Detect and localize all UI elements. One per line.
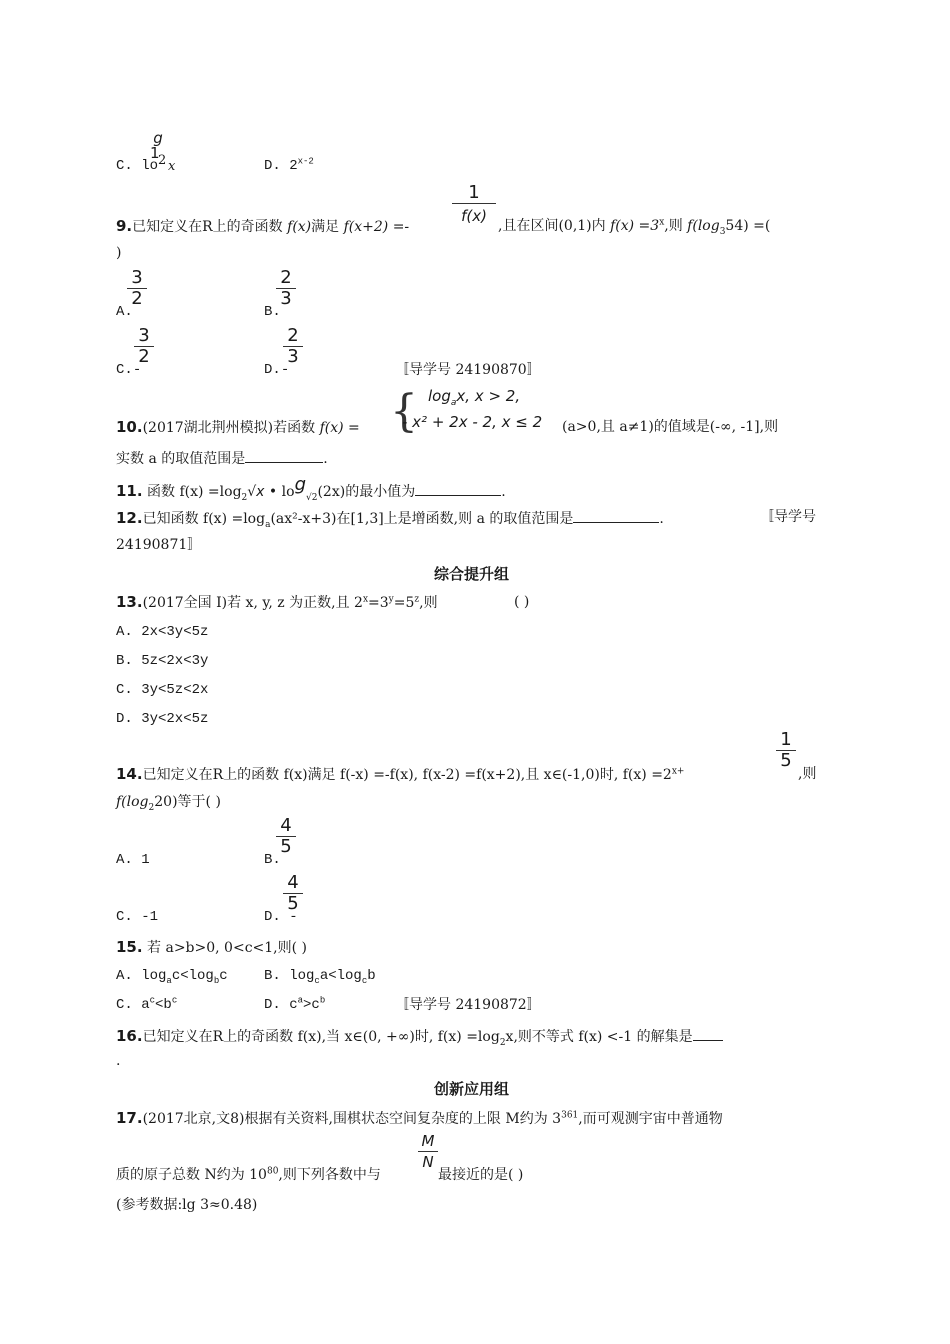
q9-opt-c-frac: 3 2 bbox=[134, 326, 154, 367]
q14-opt-d-frac: 4 5 bbox=[283, 873, 303, 914]
q14-option-a[interactable]: A. 1 bbox=[116, 852, 150, 868]
q9-line1: 9.已知定义在R上的奇函数 f(x)满足 f(x+2) =- bbox=[116, 217, 410, 235]
q10-brace: { bbox=[390, 386, 418, 437]
q14-option-c[interactable]: C. -1 bbox=[116, 909, 159, 925]
q9-line1-rest: ,且在区间(0,1)内 $f(x) =3^x$,则 $f(\log_354)$ =( bbox=[498, 217, 771, 237]
q9-reference: 〚导学号 24190870〛 bbox=[395, 362, 541, 378]
q9-opt-b-frac: 2 3 bbox=[276, 268, 296, 309]
q10-line2: 实数 a 的取值范围是 . bbox=[116, 448, 328, 468]
q13-option-a[interactable]: A. 2x<3y<5z bbox=[116, 624, 209, 640]
q17-fraction: M N bbox=[418, 1131, 438, 1172]
q14-line2: $f(\log_220)$等于( ) bbox=[116, 794, 221, 813]
q16-line: 16.已知定义在R上的奇函数 f(x),当 x∈(0, +∞)时, $f(x) =\log_2x$,则不等式 f(x) <-1 的解集是 bbox=[116, 1026, 723, 1046]
q9-opt-a-frac: 3 2 bbox=[127, 268, 147, 309]
q17-line1: 17.(2017北京,文8)根据有关资料,围棋状态空间复杂度的上限 M约为 $3^{361}$,而可观测宇宙中普通物 bbox=[116, 1109, 723, 1127]
q9-frac-num: 1 bbox=[468, 182, 480, 203]
q14-option-b[interactable]: B. bbox=[264, 852, 281, 868]
g-glyph: g bbox=[153, 129, 163, 147]
q15-option-a[interactable]: A. $\log_ac<\log_bc$ bbox=[116, 968, 228, 986]
q9-frac-den: f(x) bbox=[461, 207, 487, 225]
q13-paren: ( ) bbox=[514, 594, 530, 610]
log-base-den: 2 bbox=[158, 153, 167, 168]
q10-piece1: $\log_ax$, x > 2, bbox=[428, 387, 521, 408]
q13-option-d[interactable]: D. 3y<2x<5z bbox=[116, 711, 209, 727]
q14-line1-end: ,则 bbox=[798, 766, 817, 782]
q13-line: 13.(2017全国 I)若 x, y, z 为正数,且 $2^x=3^y=5^z$,则 bbox=[116, 593, 438, 611]
q16-answer-blank[interactable] bbox=[693, 1026, 723, 1041]
q12-reference-1: 〚导学号 bbox=[760, 509, 816, 525]
option-c-prev: C. lo bbox=[116, 158, 159, 174]
q11-answer-blank[interactable] bbox=[415, 481, 501, 496]
q9-opt-d-frac: 2 3 bbox=[283, 326, 303, 367]
q17-line2: 质的原子总数 N约为 $10^{80}$,则下列各数中与 bbox=[116, 1166, 381, 1183]
q11-line: 11. 函数 $f(x) =\log_2√x$ • $\log_{√2}(2x)$的最小值为 . bbox=[116, 474, 506, 503]
q15-option-b[interactable]: B. $\log_ca<\log_cb$ bbox=[264, 968, 376, 986]
q9-fraction bbox=[452, 183, 496, 226]
q9-option-a[interactable]: A. bbox=[116, 304, 133, 320]
q9-option-b[interactable]: B. bbox=[264, 304, 281, 320]
section-title-innovation: 创新应用组 bbox=[434, 1080, 510, 1098]
log-arg: x bbox=[168, 159, 176, 174]
q12-reference-2: 24190871〛 bbox=[116, 537, 202, 553]
q9-close-paren: ) bbox=[116, 245, 122, 261]
q13-option-b[interactable]: B. 5z<2x<3y bbox=[116, 653, 209, 669]
q15-option-c[interactable]: C. $a^c<b^c$ bbox=[116, 995, 178, 1013]
q17-line2-end: 最接近的是( ) bbox=[438, 1167, 524, 1183]
q15-reference: 〚导学号 24190872〛 bbox=[395, 997, 541, 1013]
q10-line1: 10.(2017湖北荆州模拟)若函数 f(x) = bbox=[116, 418, 360, 436]
q12-answer-blank[interactable] bbox=[573, 508, 659, 523]
q10-line1-rest: (a>0,且 a≠1)的值域是(-∞, -1],则 bbox=[562, 419, 779, 435]
q10-answer-blank[interactable] bbox=[245, 448, 323, 463]
q10-piece2: - x² + 2x - 2, x ≤ 2 bbox=[402, 413, 543, 431]
q14-option-d[interactable]: D. - bbox=[264, 909, 298, 925]
q14-line1: 14.已知定义在R上的函数 f(x)满足 f(-x) =-f(x), f(x-2) =f(x+2),且 x∈(-1,0)时, $f(x) =2^{x+}$ bbox=[116, 765, 685, 783]
log-base-num: 1 bbox=[150, 144, 160, 162]
option-d-prev: D. 2$^{x-2}$ bbox=[264, 156, 314, 174]
q16-end: . bbox=[116, 1053, 121, 1069]
q15-line: 15. 若 a>b>0, 0<c<1,则( ) bbox=[116, 938, 307, 956]
q17-reference-data: (参考数据:lg 3≈0.48) bbox=[116, 1197, 258, 1213]
q14-fraction: 1 5 bbox=[776, 730, 796, 771]
q12-line1: 12.已知函数 $f(x) =\log_a(ax^2-x+3)$在[1,3]上是增函数,则 a 的取值范围是 . bbox=[116, 509, 664, 530]
q15-option-d[interactable]: D. $c^a>c^b$ bbox=[264, 995, 326, 1013]
section-title-comprehensive: 综合提升组 bbox=[434, 565, 510, 583]
q9-option-c[interactable]: C.- bbox=[116, 362, 142, 378]
q14-opt-b-frac: 4 5 bbox=[276, 816, 296, 857]
q9-option-d[interactable]: D.- bbox=[264, 362, 290, 378]
q13-option-c[interactable]: C. 3y<5z<2x bbox=[116, 682, 209, 698]
